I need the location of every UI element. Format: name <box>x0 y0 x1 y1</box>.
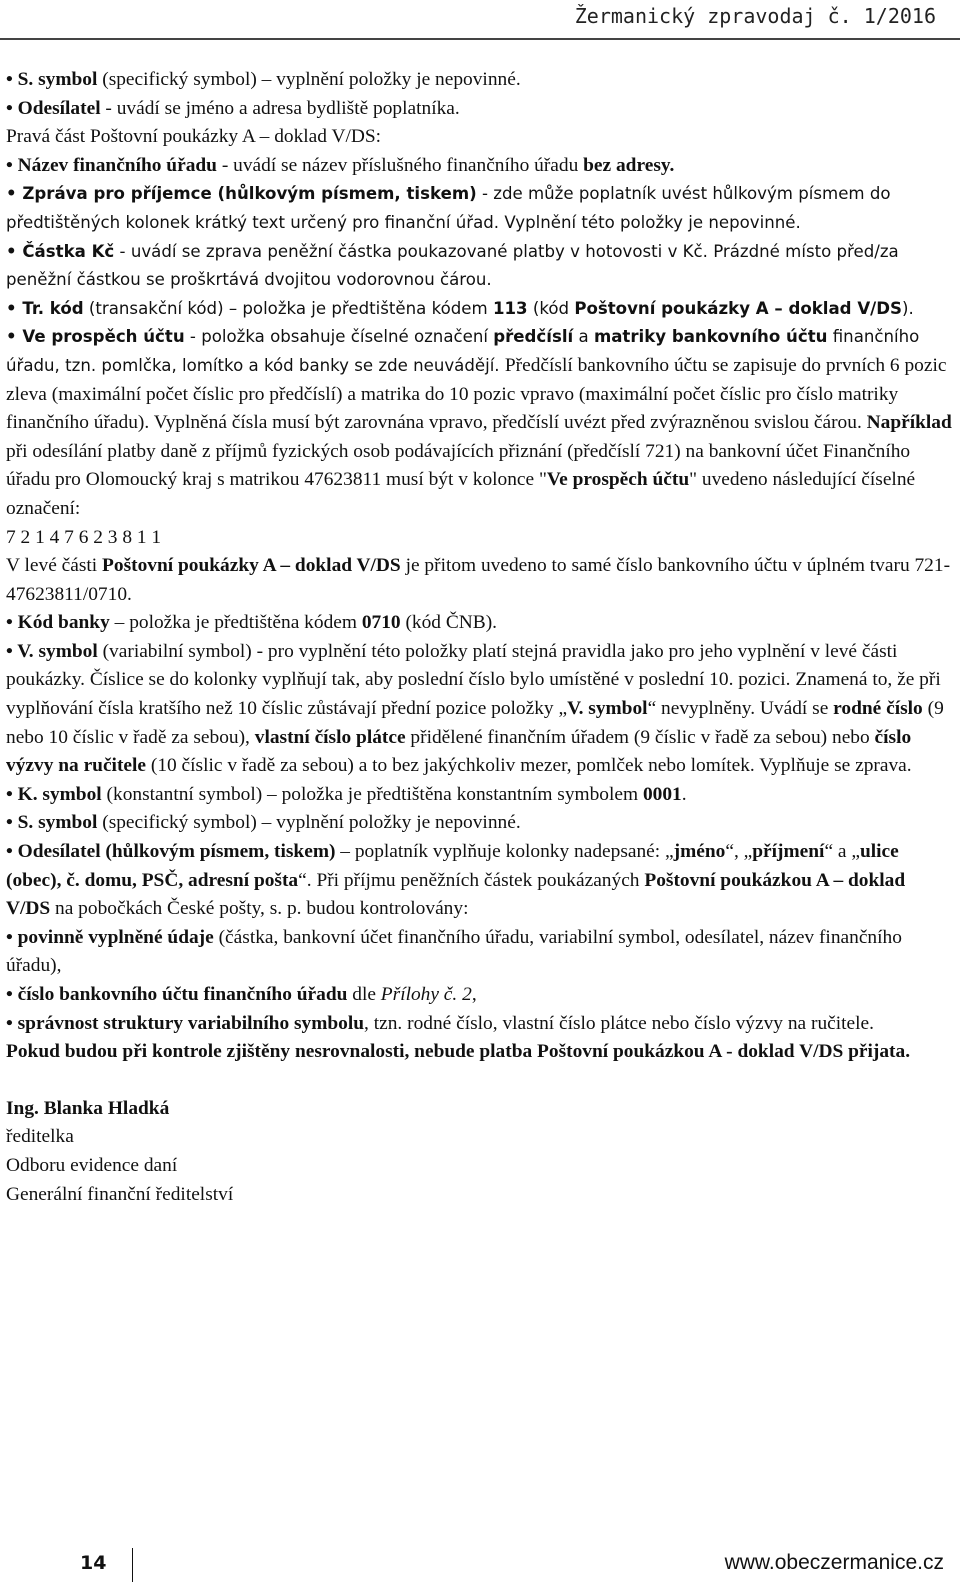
account-number-digits: 7 2 1 4 7 6 2 3 8 1 1 <box>6 526 162 548</box>
closing-warning: Pokud budou při kontrole zjištěny nesrovnalosti, nebude platba Poštovní poukázkou A - doklad V/DS přijata. <box>6 1041 911 1063</box>
check-mandatory-fields: • povinně vyplněné údaje (částka, bankovní účet finančního úřadu, variabilní symbol, odesílatel, název finančního úřadu), <box>6 926 902 977</box>
header-divider <box>0 38 960 40</box>
item-zprava-pro-prijemce: • Zpráva pro příjemce (hůlkovým písmem, tiskem) - zde může poplatník uvést hůlkovým písmem do předtištěných kolonek krátký text určený pro finanční úřad. Vyplnění této položky je nepovinné. <box>6 184 891 232</box>
section-heading-right-part: Pravá část Poštovní poukázky A – doklad V/DS: <box>6 126 382 148</box>
signature-name: Ing. Blanka Hladká <box>6 1097 170 1119</box>
page-header-title: Žermanický zpravodaj č. 1/2016 <box>574 4 936 28</box>
item-k-symbol: • K. symbol (konstantní symbol) – položka je předtištěna konstantním symbolem 0001. <box>6 783 687 805</box>
check-variable-symbol: • správnost struktury variabilního symbolu, tzn. rodné číslo, vlastní číslo plátce nebo číslo výzvy na ručitele. <box>6 1012 874 1034</box>
signature-role: ředitelka <box>6 1126 74 1148</box>
item-kod-banky: • Kód banky – položka je předtištěna kódem 0710 (kód ČNB). <box>6 612 498 634</box>
item-castka: • Částka Kč - uvádí se zprava peněžní částka poukazované platby v hotovosti v Kč. Prázdné místo před/za peněžní částkou se proškrtává dvojitou vodorovnou čárou. <box>6 241 899 290</box>
signature-department: Odboru evidence daní <box>6 1154 178 1176</box>
item-ve-prospech-uctu: • Ve prospěch účtu - položka obsahuje číselné označení předčíslí a matriky bankovního účtu finančního úřadu, tzn. pomlčka, lomítko a kód banky se zde neuvádějí. Předčíslí bankovního účtu se zapisuje do prvních 6 pozic zleva (maximální počet číslic pro předčíslí) a matrika do 10 pozic vpravo (maximální počet číslic pro číslo matriky finančního úřadu). Vyplněná čísla musí být zarovnána vpravo, předčíslí uvézt před zvýrazněnou svislou čárou. Například při odesílání platby daně z příjmů fyzických osob podávajících přiznání (předčíslí 721) na bankovní účet Finančního úřadu pro Olomoucký kraj s matrikou 47623811 musí být v kolonce "Ve prospěch účtu" uvedeno následující číselné označení: <box>6 327 952 519</box>
item-s-symbol-left: • S. symbol (specifický symbol) – vyplnění položky je nepovinné. <box>6 69 521 90</box>
item-nazev-uradu: • Název finančního úřadu - uvádí se název příslušného finančního úřadu bez adresy. <box>6 154 675 176</box>
item-odesilatel-right: • Odesílatel (hůlkovým písmem, tiskem) – poplatník vyplňuje kolonky nadepsané: „jméno“, „příjmení“ a „ulice (obec), č. domu, PSČ, adresní pošta“. Při příjmu peněžních částek poukázaných Poštovní poukázkou A – doklad V/DS na pobočkách České pošty, s. p. budou kontrolovány: <box>6 841 906 920</box>
page-number: 14 <box>80 1552 107 1574</box>
item-v-symbol: • V. symbol (variabilní symbol) - pro vyplnění této položky platí stejná pravidla jako pro jeho vyplnění v levé části poukázky. Číslice se do kolonky vyplňují tak, aby poslední číslo bylo umístěné v poslední 10. pozici. Znamená to, že při vyplňování čísla kratšího než 10 číslic zůstávají přední pozice položky „V. symbol“ nevyplněny. Uvádí se rodné číslo (9 nebo 10 číslic v řadě za sebou), vlastní číslo plátce přidělené finančním úřadem (9 číslic v řadě za sebou) nebo číslo výzvy na ručitele (10 číslic v řadě za sebou) a to bez jakýchkoliv mezer, pomlček nebo lomítek. Vyplňuje se zprava. <box>6 640 944 777</box>
spacer <box>6 1067 952 1095</box>
document-body <box>6 66 952 1209</box>
check-account-number: • číslo bankovního účtu finančního úřadu dle Přílohy č. 2, <box>6 984 477 1005</box>
left-part-note: V levé části Poštovní poukázky A – doklad V/DS je přitom uvedeno to samé číslo bankovního účtu v úplném tvaru 721-47623811/0710. <box>6 555 951 605</box>
item-tr-kod: • Tr. kód (transakční kód) – položka je předtištěna kódem 113 (kód Poštovní poukázky A – doklad V/DS). <box>6 298 914 318</box>
footer-divider <box>132 1548 133 1582</box>
item-odesilatel-left: • Odesílatel - uvádí se jméno a adresa bydliště poplatníka. <box>6 97 460 119</box>
footer-website-link[interactable]: www.obeczermanice.cz <box>724 1551 944 1574</box>
item-s-symbol-right: • S. symbol (specifický symbol) – vyplnění položky je nepovinné. <box>6 812 521 834</box>
signature-organization: Generální finanční ředitelství <box>6 1183 234 1205</box>
